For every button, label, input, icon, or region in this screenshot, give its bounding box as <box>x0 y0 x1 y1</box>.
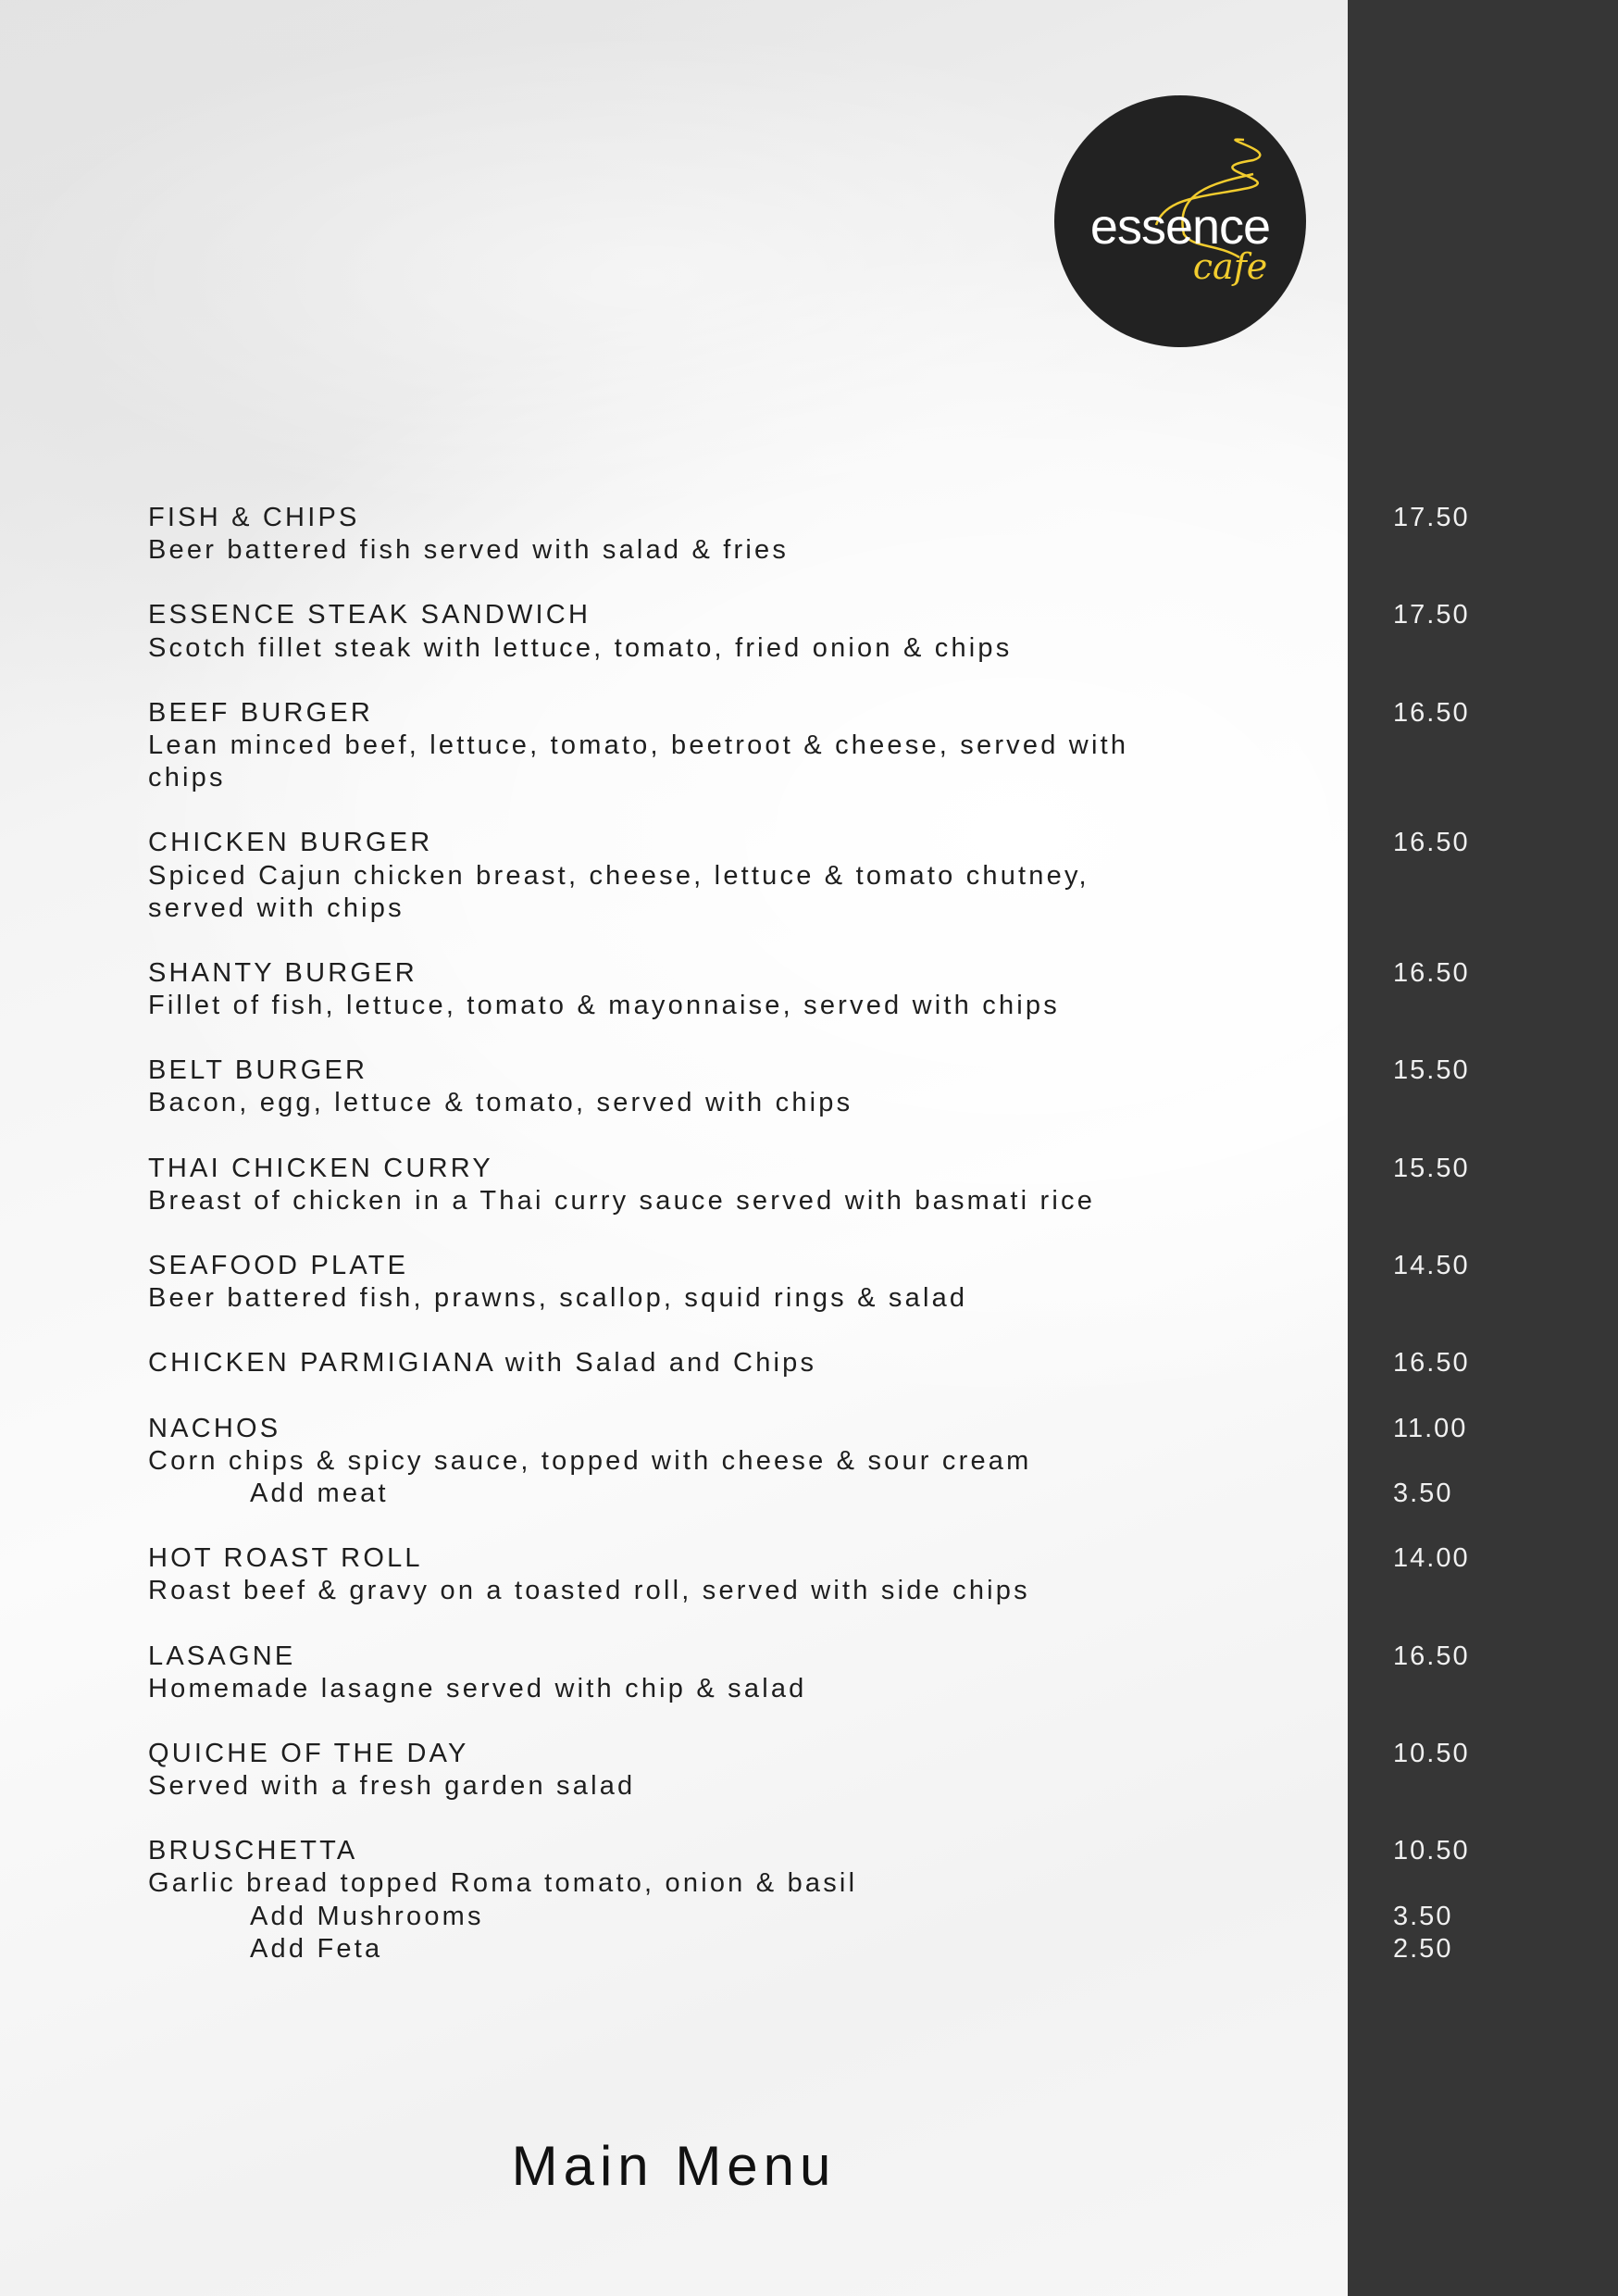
item-description-row <box>148 1575 1592 1607</box>
item-name: ESSENCE STEAK SANDWICH <box>148 600 591 630</box>
item-description-row <box>148 1770 1592 1803</box>
item-description: Beer battered fish, prawns, scallop, squid rings & salad <box>148 1283 968 1314</box>
menu-item <box>148 1250 1592 1315</box>
item-name: HOT ROAST ROLL <box>148 1543 423 1574</box>
item-addon: Add Mushrooms <box>250 1901 484 1931</box>
item-name-row <box>148 1153 1592 1185</box>
item-name: QUICHE OF THE DAY <box>148 1738 469 1768</box>
item-addon: Add Feta <box>250 1933 383 1964</box>
item-price: 3.50 <box>1393 1901 1453 1931</box>
item-price: 16.50 <box>1393 1348 1470 1379</box>
item-name-row <box>148 502 1592 534</box>
item-description: Beer battered fish served with salad & fries <box>148 535 790 566</box>
svg-text:cafe: cafe <box>1192 246 1268 287</box>
menu-item <box>148 1835 1592 1965</box>
menu-item <box>148 1054 1592 1119</box>
item-description: Breast of chicken in a Thai curry sauce served with basmati rice <box>148 1185 1096 1216</box>
item-price: 10.50 <box>1393 1836 1470 1866</box>
item-name-row <box>148 1738 1592 1770</box>
item-price: 11.00 <box>1393 1413 1468 1443</box>
item-description-row <box>148 860 1592 892</box>
item-name-row <box>148 697 1592 730</box>
item-description-row <box>148 1673 1592 1705</box>
item-description: Spiced Cajun chicken breast, cheese, lettuce & tomato chutney, <box>148 860 1089 891</box>
item-name-row <box>148 1413 1592 1445</box>
item-name: SEAFOOD PLATE <box>148 1251 409 1280</box>
item-description-row <box>148 990 1592 1022</box>
item-name-row <box>148 1347 1592 1379</box>
item-description: Bacon, egg, lettuce & tomato, served with chips <box>148 1088 853 1118</box>
item-price: 16.50 <box>1393 828 1470 858</box>
item-description: Scotch fillet steak with lettuce, tomato, fried onion & chips <box>148 632 1013 663</box>
item-price: 17.50 <box>1393 600 1470 630</box>
item-addon: Add meat <box>250 1478 389 1508</box>
item-name-row <box>148 1250 1592 1282</box>
item-description: Homemade lasagne served with chip & salad <box>148 1673 807 1703</box>
item-description: Corn chips & spicy sauce, topped with cheese & sour cream <box>148 1445 1032 1476</box>
item-description: Served with a fresh garden salad <box>148 1771 636 1802</box>
item-price: 16.50 <box>1393 1641 1470 1671</box>
menu-item <box>148 599 1592 664</box>
item-name: FISH & CHIPS <box>148 503 360 532</box>
item-description-row <box>148 632 1592 665</box>
item-name: CHICKEN BURGER <box>148 828 433 858</box>
item-name: NACHOS <box>148 1413 281 1443</box>
item-addon-row <box>148 1901 1592 1933</box>
item-price: 16.50 <box>1393 697 1470 728</box>
item-name: BRUSCHETTA <box>148 1836 358 1866</box>
menu-item <box>148 1347 1592 1379</box>
menu-item <box>148 697 1592 795</box>
item-price: 14.50 <box>1393 1251 1470 1280</box>
item-name-row <box>148 1542 1592 1575</box>
item-description-row <box>148 1185 1592 1217</box>
menu-item <box>148 1641 1592 1705</box>
item-price: 15.50 <box>1393 1153 1470 1183</box>
item-description-row <box>148 1445 1592 1478</box>
item-name-row <box>148 1641 1592 1673</box>
item-description: Fillet of fish, lettuce, tomato & mayonnaise, served with chips <box>148 991 1060 1021</box>
item-description-row <box>148 892 1592 925</box>
item-description: Roast beef & gravy on a toasted roll, served with side chips <box>148 1576 1030 1606</box>
menu-title: Main Menu <box>511 2135 837 2197</box>
item-addon-row <box>148 1933 1592 1965</box>
item-price: 10.50 <box>1393 1738 1470 1768</box>
essence-cafe-logo <box>1054 95 1306 347</box>
menu-item <box>148 1413 1592 1511</box>
item-description-row <box>148 534 1592 567</box>
menu-item <box>148 827 1592 925</box>
item-name-row <box>148 1054 1592 1087</box>
menu-item <box>148 502 1592 567</box>
item-addon-row <box>148 1478 1592 1510</box>
item-name-row <box>148 599 1592 631</box>
item-name: SHANTY BURGER <box>148 957 417 988</box>
item-price: 15.50 <box>1393 1055 1470 1086</box>
menu-list <box>148 502 1592 1998</box>
item-description-row <box>148 762 1592 794</box>
item-description-row <box>148 1282 1592 1315</box>
item-description-row <box>148 1087 1592 1119</box>
item-name: BELT BURGER <box>148 1055 368 1086</box>
item-description: Lean minced beef, lettuce, tomato, beetroot & cheese, served with <box>148 730 1129 760</box>
logo-steam-icon <box>1054 95 1306 347</box>
item-price: 2.50 <box>1393 1933 1453 1964</box>
item-name-row <box>148 957 1592 990</box>
menu-item <box>148 1738 1592 1803</box>
item-name-row <box>148 1835 1592 1867</box>
item-name: BEEF BURGER <box>148 697 374 728</box>
item-price: 17.50 <box>1393 503 1470 532</box>
item-price: 14.00 <box>1393 1543 1470 1574</box>
item-name: CHICKEN PARMIGIANA with Salad and Chips <box>148 1348 817 1379</box>
item-name: THAI CHICKEN CURRY <box>148 1153 493 1183</box>
menu-item <box>148 1542 1592 1607</box>
item-description: served with chips <box>148 892 404 923</box>
menu-item <box>148 1153 1592 1217</box>
item-description-row <box>148 1867 1592 1900</box>
item-name: LASAGNE <box>148 1641 296 1671</box>
item-name-row <box>148 827 1592 859</box>
svg-text:essence: essence <box>1089 199 1271 255</box>
item-description: chips <box>148 763 226 793</box>
menu-item <box>148 957 1592 1022</box>
item-price: 3.50 <box>1393 1478 1453 1508</box>
item-description: Garlic bread topped Roma tomato, onion & basil <box>148 1868 858 1899</box>
item-price: 16.50 <box>1393 957 1470 988</box>
item-description-row <box>148 730 1592 762</box>
